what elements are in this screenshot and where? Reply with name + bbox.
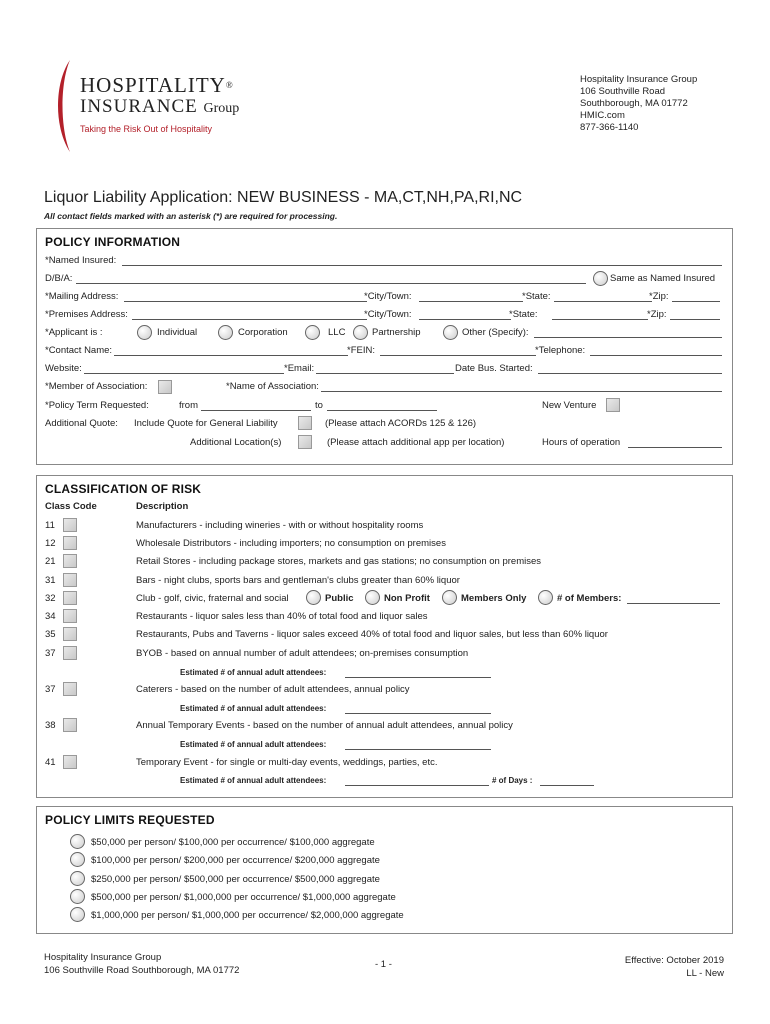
class-description: Restaurants, Pubs and Taverns - liquor sales exceed 40% of total food and liquor sales, but less than 60% liquor: [136, 629, 608, 640]
limit-option-radio[interactable]: [70, 907, 85, 922]
class-checkbox[interactable]: [63, 573, 77, 587]
days-label: # of Days :: [492, 776, 533, 785]
limit-option-label: $500,000 per person/ $1,000,000 per occurrence/ $1,000,000 aggregate: [91, 892, 396, 903]
other-specify-field[interactable]: [534, 337, 722, 338]
days-field[interactable]: [540, 785, 594, 786]
premises-zip-label: *Zip:: [647, 309, 667, 320]
logo-line2: INSURANCE: [80, 96, 198, 117]
attendees-label: Estimated # of annual adult attendees:: [180, 704, 327, 713]
fein-field[interactable]: [380, 355, 536, 356]
class-code: 12: [45, 538, 56, 549]
named-insured-field[interactable]: [122, 265, 722, 266]
mailing-zip-field[interactable]: [672, 301, 720, 302]
contact-name-label: *Contact Name:: [45, 345, 113, 356]
num-members-label: # of Members:: [557, 593, 622, 604]
class-description: Club - golf, civic, fraternal and social: [136, 593, 289, 604]
llc-label: LLC: [328, 327, 346, 338]
limit-option-radio[interactable]: [70, 834, 85, 849]
class-code: 11: [45, 520, 55, 531]
company-address: [580, 74, 697, 134]
class-code: 41: [45, 757, 56, 768]
page-number: - 1 -: [375, 959, 392, 970]
subtitle: All contact fields marked with an asterisk (*) are required for processing.: [44, 211, 338, 221]
logo: [80, 74, 239, 134]
website-field[interactable]: [84, 373, 284, 374]
logo-registered: ®: [225, 80, 234, 90]
mailing-city-label: *City/Town:: [364, 291, 412, 302]
limit-option-label: $1,000,000 per person/ $1,000,000 per occurrence/ $2,000,000 aggregate: [91, 910, 404, 921]
class-code: 37: [45, 684, 56, 695]
same-as-named-insured-label: Same as Named Insured: [610, 273, 716, 284]
individual-radio[interactable]: [137, 325, 152, 340]
class-description: BYOB - based on annual number of adult attendees; on-premises consumption: [136, 648, 469, 659]
partnership-label: Partnership: [372, 327, 421, 338]
contact-name-field[interactable]: [114, 355, 348, 356]
premises-city-label: *City/Town:: [364, 309, 412, 320]
llc-radio[interactable]: [305, 325, 320, 340]
members-only-label: Members Only: [461, 593, 527, 604]
attendees-field[interactable]: [345, 677, 491, 678]
class-checkbox[interactable]: [63, 755, 77, 769]
address-line: 877-366-1140: [580, 122, 639, 133]
tagline: Taking the Risk Out of Hospitality: [80, 124, 213, 134]
attendees-field[interactable]: [345, 785, 489, 786]
additional-quote-label: Additional Quote:: [45, 418, 118, 429]
date-bus-started-label: Date Bus. Started:: [455, 363, 533, 374]
footer-company: Hospitality Insurance Group: [44, 952, 162, 963]
class-checkbox[interactable]: [63, 536, 77, 550]
same-as-named-insured-radio[interactable]: [593, 271, 608, 286]
class-checkbox[interactable]: [63, 682, 77, 696]
logo-group: Group: [203, 101, 240, 116]
effective-date: Effective: October 2019: [624, 955, 724, 966]
mailing-state-field[interactable]: [554, 301, 652, 302]
class-checkbox[interactable]: [63, 554, 77, 568]
class-code: 37: [45, 648, 56, 659]
corporation-radio[interactable]: [218, 325, 233, 340]
num-members-field[interactable]: [627, 603, 720, 604]
members-only-radio[interactable]: [442, 590, 457, 605]
public-radio[interactable]: [306, 590, 321, 605]
named-insured-label: *Named Insured:: [45, 255, 117, 266]
class-code: 32: [45, 593, 56, 604]
premises-state-field[interactable]: [552, 319, 648, 320]
num-members-radio[interactable]: [538, 590, 553, 605]
attendees-label: Estimated # of annual adult attendees:: [180, 776, 327, 785]
class-code: 34: [45, 611, 56, 622]
premises-address-label: *Premises Address:: [45, 309, 128, 320]
email-field[interactable]: [316, 373, 454, 374]
mailing-state-label: *State:: [522, 291, 551, 302]
policy-limits-heading: POLICY LIMITS REQUESTED: [45, 813, 215, 827]
other-radio[interactable]: [443, 325, 458, 340]
non-profit-radio[interactable]: [365, 590, 380, 605]
member-association-checkbox[interactable]: [158, 380, 172, 394]
hours-label: Hours of operation: [542, 437, 621, 448]
include-gl-label: Include Quote for General Liability: [134, 418, 278, 429]
limit-option-radio[interactable]: [70, 852, 85, 867]
class-code-header: Class Code: [45, 501, 97, 512]
premises-zip-field[interactable]: [670, 319, 720, 320]
class-checkbox[interactable]: [63, 609, 77, 623]
partnership-radio[interactable]: [353, 325, 368, 340]
class-checkbox[interactable]: [63, 627, 77, 641]
corporation-label: Corporation: [238, 327, 288, 338]
description-header: Description: [136, 501, 189, 512]
attendees-label: Estimated # of annual adult attendees:: [180, 668, 327, 677]
class-checkbox[interactable]: [63, 646, 77, 660]
name-association-label: *Name of Association:: [226, 381, 319, 392]
term-from-field[interactable]: [201, 410, 311, 411]
limit-option-label: $250,000 per person/ $500,000 per occurrence/ $500,000 aggregate: [91, 874, 380, 885]
class-description: Retail Stores - including package stores, markets and gas stations; no consumption on premises: [136, 556, 542, 567]
dba-field[interactable]: [76, 283, 586, 284]
logo-line1: HOSPITALITY: [80, 73, 226, 97]
class-description: Wholesale Distributors - including importers; no consumption on premises: [136, 538, 446, 549]
attendees-field[interactable]: [345, 749, 491, 750]
other-label: Other (Specify):: [462, 327, 529, 338]
gl-note: (Please attach ACORDs 125 & 126): [325, 418, 477, 429]
class-description: Restaurants - liquor sales less than 40% of total food and liquor sales: [136, 611, 428, 622]
website-label: Website:: [45, 363, 82, 374]
class-checkbox[interactable]: [63, 591, 77, 605]
footer-address: 106 Southville Road Southborough, MA 01772: [44, 965, 240, 976]
new-venture-label: New Venture: [542, 400, 597, 411]
dba-label: D/B/A:: [45, 273, 73, 284]
address-line: Southborough, MA 01772: [580, 98, 688, 109]
telephone-field[interactable]: [590, 355, 722, 356]
public-label: Public: [325, 593, 354, 604]
date-bus-started-field[interactable]: [538, 373, 722, 374]
fein-label: *FEIN:: [347, 345, 375, 356]
premises-city-field[interactable]: [419, 319, 511, 320]
class-code: 31: [45, 575, 56, 586]
limit-option-radio[interactable]: [70, 889, 85, 904]
address-line: Hospitality Insurance Group: [580, 74, 698, 85]
mailing-address-field[interactable]: [124, 301, 367, 302]
limit-option-radio[interactable]: [70, 871, 85, 886]
include-gl-checkbox[interactable]: [298, 416, 312, 430]
non-profit-label: Non Profit: [384, 593, 430, 604]
class-description: Manufacturers - including wineries - with or without hospitality rooms: [136, 520, 424, 531]
class-checkbox[interactable]: [63, 718, 77, 732]
hours-field[interactable]: [628, 447, 722, 448]
class-description: Caterers - based on the number of adult attendees, annual policy: [136, 684, 410, 695]
additional-locations-checkbox[interactable]: [298, 435, 312, 449]
policy-information-heading: POLICY INFORMATION: [45, 235, 181, 249]
class-code: 21: [45, 556, 56, 567]
telephone-label: *Telephone:: [535, 345, 586, 356]
address-line: HMIC.com: [580, 110, 625, 121]
class-description: Annual Temporary Events - based on the number of annual adult attendees, annual policy: [136, 720, 513, 731]
limit-option-label: $50,000 per person/ $100,000 per occurrence/ $100,000 aggregate: [91, 837, 375, 848]
form-code: LL - New: [686, 968, 724, 979]
locations-note: (Please attach additional app per location): [327, 437, 505, 448]
classification-heading: CLASSIFICATION OF RISK: [45, 482, 202, 496]
logo-swoosh-icon: [52, 58, 74, 154]
attendees-field[interactable]: [345, 713, 491, 714]
class-checkbox[interactable]: [63, 518, 77, 532]
email-label: *Email:: [284, 363, 315, 374]
premises-state-label: *State:: [509, 309, 538, 320]
class-code: 38: [45, 720, 56, 731]
policy-term-label: *Policy Term Requested:: [45, 400, 149, 411]
class-description: Bars - night clubs, sports bars and gentleman's clubs greater than 60% liquor: [136, 575, 460, 586]
address-line: 106 Southville Road: [580, 86, 666, 97]
mailing-city-field[interactable]: [419, 301, 523, 302]
mailing-address-label: *Mailing Address:: [45, 291, 119, 302]
class-code: 35: [45, 629, 56, 640]
term-from-label: from: [179, 400, 198, 411]
applicant-label: *Applicant is :: [45, 327, 103, 338]
individual-label: Individual: [157, 327, 198, 338]
page-title: Liquor Liability Application: NEW BUSINESS - MA,CT,NH,PA,RI,NC: [44, 189, 523, 206]
term-to-field[interactable]: [327, 410, 437, 411]
new-venture-checkbox[interactable]: [606, 398, 620, 412]
limit-option-label: $100,000 per person/ $200,000 per occurrence/ $200,000 aggregate: [91, 855, 380, 866]
premises-address-field[interactable]: [132, 319, 367, 320]
term-to-label: to: [315, 400, 323, 411]
class-description: Temporary Event - for single or multi-day events, weddings, parties, etc.: [136, 757, 438, 768]
mailing-zip-label: *Zip:: [649, 291, 669, 302]
member-association-label: *Member of Association:: [45, 381, 148, 392]
additional-locations-label: Additional Location(s): [190, 437, 282, 448]
attendees-label: Estimated # of annual adult attendees:: [180, 740, 327, 749]
name-association-field[interactable]: [321, 391, 722, 392]
